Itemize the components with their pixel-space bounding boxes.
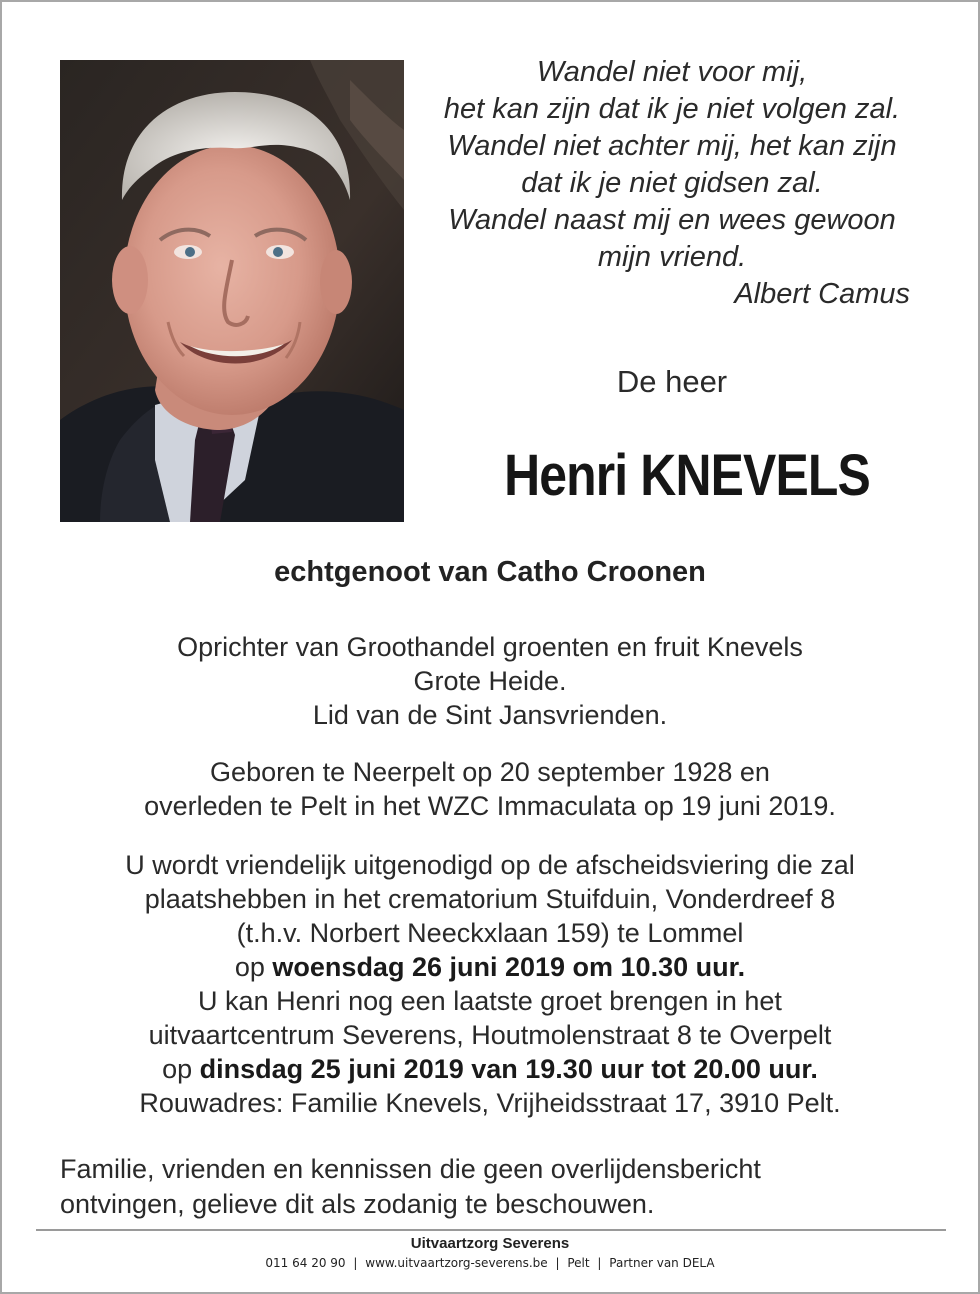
footer-separator: | <box>353 1256 358 1270</box>
footer-separator: | <box>555 1256 560 1270</box>
quote-author: Albert Camus <box>734 278 910 310</box>
biography-line: Oprichter van Groothandel groenten en fruit Knevels <box>177 632 803 662</box>
footer-partner: Partner van DELA <box>609 1256 715 1270</box>
mourning-address: Rouwadres: Familie Knevels, Vrijheidsstraat 17, 3910 Pelt. <box>139 1088 841 1118</box>
ceremony-date: woensdag 26 juni 2019 om 10.30 uur. <box>272 952 746 982</box>
birth-death-block <box>2 755 978 823</box>
footer-phone: 011 64 20 90 <box>265 1256 346 1270</box>
biography-block <box>2 630 978 732</box>
ceremony-date-prefix: op <box>234 952 273 982</box>
biography-line: Grote Heide. <box>413 666 567 696</box>
ceremony-line: U wordt vriendelijk uitgenodigd op de afscheidsviering die zal <box>125 850 855 880</box>
footer-divider <box>36 1229 946 1231</box>
quote-line: mijn vriend. <box>597 241 747 273</box>
deceased-name: Henri KNEVELS <box>504 443 870 508</box>
visitation-date-prefix: op <box>162 1054 200 1084</box>
ceremony-line: plaatshebben in het crematorium Stuifduin, Vonderdreef 8 <box>144 884 836 914</box>
visitation-date-line <box>2 1052 978 1086</box>
ceremony-line: U kan Henri nog een laatste groet brengen in het <box>198 986 782 1016</box>
quote-line: het kan zijn dat ik je niet volgen zal. <box>443 93 901 125</box>
visitation-date: dinsdag 25 juni 2019 van 19.30 uur tot 20.00 uur. <box>199 1054 818 1084</box>
title-prefix: De heer <box>616 364 728 399</box>
ceremony-line: uitvaartcentrum Severens, Houtmolenstraat 8 te Overpelt <box>148 1020 832 1050</box>
footer-website-link[interactable]: www.uitvaartzorg-severens.be <box>365 1256 548 1270</box>
footer-contact-info <box>2 1254 978 1272</box>
biography-line: Lid van de Sint Jansvrienden. <box>312 700 668 730</box>
footer-location: Pelt <box>567 1256 590 1270</box>
quote-line: Wandel niet voor mij, <box>536 56 808 88</box>
closing-note <box>60 1152 940 1222</box>
portrait-photo <box>60 60 404 522</box>
ceremony-line: (t.h.v. Norbert Neeckxlaan 159) te Lommel <box>236 918 744 948</box>
birth-death-line: Geboren te Neerpelt op 20 september 1928 en <box>210 757 770 787</box>
quote-line: Wandel naast mij en wees gewoon <box>448 204 896 236</box>
footer-separator: | <box>597 1256 602 1270</box>
quote-block <box>422 54 922 313</box>
quote-line: dat ik je niet gidsen zal. <box>521 167 823 199</box>
ceremony-date-line <box>2 950 978 984</box>
spouse-line: echtgenoot van Catho Croonen <box>274 556 706 588</box>
footer-company-name: Uitvaartzorg Severens <box>410 1235 570 1252</box>
quote-line: Wandel niet achter mij, het kan zijn <box>447 130 897 162</box>
closing-line: Familie, vrienden en kennissen die geen overlijdensbericht <box>60 1154 761 1184</box>
birth-death-line: overleden te Pelt in het WZC Immaculata op 19 juni 2019. <box>144 791 836 821</box>
closing-line: ontvingen, gelieve dit als zodanig te beschouwen. <box>60 1189 655 1219</box>
portrait-illustration <box>60 60 404 522</box>
ceremony-block <box>2 848 978 1120</box>
